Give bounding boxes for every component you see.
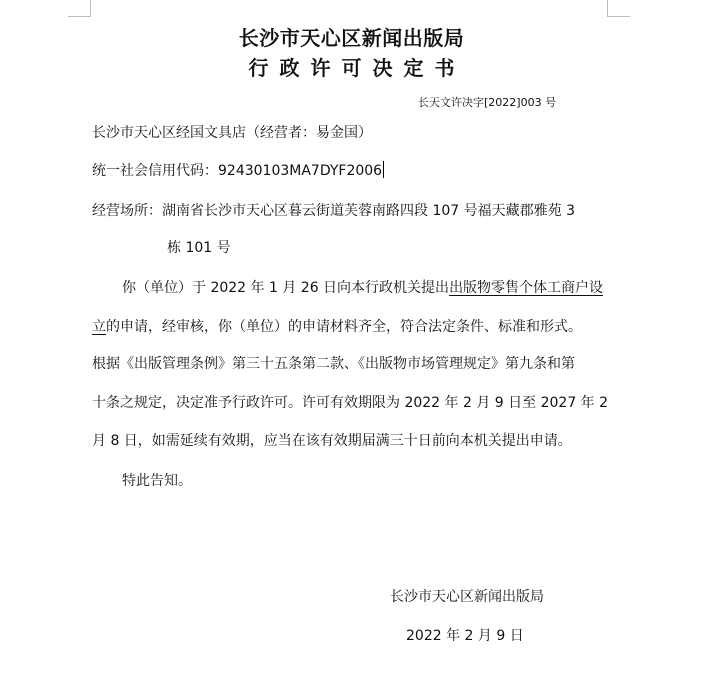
- credit-code-line: [92, 160, 384, 180]
- recipient-name: 长沙市天心区经国文具店（经营者：易金国）: [92, 125, 372, 141]
- closing-line: 特此告知。: [122, 473, 192, 489]
- crop-mark-top-right: [607, 0, 608, 17]
- address-line-continued: 栋 101 号: [167, 240, 231, 256]
- document-title: 行政许可决定书: [248, 56, 466, 80]
- signature-date: 2022 年 2 月 9 日: [406, 628, 524, 644]
- signature-organization: 长沙市天心区新闻出版局: [390, 589, 544, 605]
- crop-mark-top-left: [68, 16, 91, 17]
- document-number: 长天文许决字[2022]003 号: [418, 96, 557, 109]
- body-text: 的申请，经审核，你（单位）的申请材料齐全，符合法定条件、标准和形式。: [106, 319, 582, 335]
- body-text: 你（单位）于 2022 年 1 月 26 日向本行政机关提出: [122, 280, 450, 296]
- address-line: [92, 200, 575, 220]
- credit-code-value[interactable]: 92430103MA7DYF2006: [218, 163, 383, 179]
- body-paragraph-line: 十条之规定，决定准予行政许可。许可有效期限为 2022 年 2 月 9 日至 2027 年 2: [92, 395, 609, 411]
- permit-type-text: 立: [92, 319, 106, 335]
- body-paragraph-line: 月 8 日，如需延续有效期，应当在该有效期届满三十日前向本机关提出申请。: [92, 433, 572, 449]
- permit-type-text: 出版物零售个体工商户设: [449, 280, 604, 296]
- text-cursor: [383, 161, 384, 178]
- address-label: 经营场所：: [92, 203, 162, 219]
- issuer-title: 长沙市天心区新闻出版局: [238, 26, 465, 50]
- crop-mark-top-left: [90, 0, 91, 17]
- credit-code-label: 统一社会信用代码：: [92, 163, 218, 179]
- crop-mark-top-right: [607, 16, 630, 17]
- address-value: 湖南省长沙市天心区暮云街道芙蓉南路四段 107 号福天藏郡雅苑 3: [162, 203, 575, 219]
- body-paragraph-line: [92, 316, 582, 336]
- body-paragraph-line: 根据《出版管理条例》第三十五条第二款、《出版物市场管理规定》第九条和第: [92, 356, 575, 372]
- body-paragraph-line: [122, 277, 603, 297]
